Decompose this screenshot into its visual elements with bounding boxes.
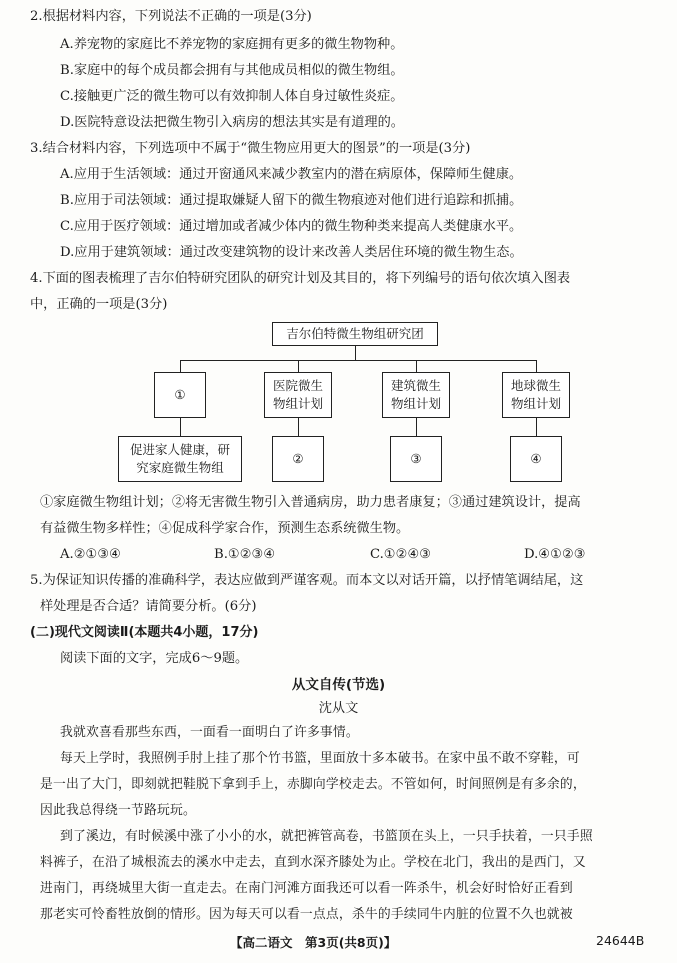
diagram-bottom-box-1 — [118, 436, 242, 482]
diagram-top-box-3 — [382, 372, 450, 418]
diagram-root-box: 吉尔伯特微生物组研究团 — [272, 322, 438, 346]
q4-stem-line2: 中，正确的一项是(3分) — [30, 297, 168, 312]
footer-code: 24644B — [596, 933, 645, 948]
diagram-box-text: 促进家人健康，研 — [129, 442, 230, 457]
diagram-connector — [298, 360, 299, 372]
q2-option-c: C.接触更广泛的微生物可以有效抑制人体自身过敏性炎症。 — [60, 89, 404, 104]
passage-line: 进南门，再绕城里大街一直走去。在南门河滩方面我还可以看一阵杀牛，机会好时恰好正看到 — [40, 881, 573, 896]
diagram-box-text: ③ — [410, 451, 422, 466]
diagram-box-text: 物组计划 — [272, 396, 323, 411]
diagram-connector — [536, 418, 537, 436]
diagram-top-box-4 — [502, 372, 570, 418]
diagram-box-text: ① — [174, 387, 186, 402]
q2-option-d: D.医院特意设法把微生物引入病房的想法其实是有道理的。 — [60, 115, 404, 130]
q4-items-line2: 有益微生物多样性；④促成科学家合作，预测生态系统微生物。 — [40, 521, 410, 536]
q3-option-b: B.应用于司法领域：通过提取嫌疑人留下的微生物痕迹对他们进行追踪和抓捕。 — [60, 193, 523, 208]
diagram-top-box-1 — [154, 372, 206, 418]
q3-option-a: A.应用于生活领域：通过开窗通风来减少教室内的潜在病原体，保障师生健康。 — [60, 167, 523, 182]
q3-option-d: D.应用于建筑领域：通过改变建筑物的设计来改善人类居住环境的微生物生态。 — [60, 245, 523, 260]
diagram-connector — [416, 418, 417, 436]
diagram-connector — [416, 360, 417, 372]
q4-option-d: D.④①②③ — [524, 547, 586, 562]
diagram-box-text: 医院微生 — [272, 378, 323, 393]
q4-option-c: C.①②④③ — [370, 547, 432, 562]
passage-line: 因此我总得绕一节路玩玩。 — [40, 803, 196, 818]
diagram-connector — [180, 360, 536, 361]
diagram-box-text: ④ — [530, 451, 542, 466]
passage-line: 是一出了大门，即刻就把鞋脱下拿到手上，赤脚向学校走去。不管如何，时间照例是有多余的， — [40, 777, 586, 792]
diagram-bottom-box-4 — [510, 436, 562, 482]
q3-stem: 3.结合材料内容，下列选项中不属于“微生物应用更大的图景”的一项是(3分) — [30, 141, 471, 156]
page-footer — [0, 933, 677, 953]
q2-option-b: B.家庭中的每个成员都会拥有与其他成员相似的微生物组。 — [60, 63, 404, 78]
diagram-bottom-box-3 — [390, 436, 442, 482]
passage-title: 从文自传(节选) — [291, 677, 386, 693]
diagram-bottom-box-2 — [272, 436, 324, 482]
diagram-top-box-2 — [264, 372, 332, 418]
q4-stem-line1: 4.下面的图表梳理了吉尔伯特研究团队的研究计划及其目的，将下列编号的语句依次填入图表 — [30, 271, 571, 286]
q4-option-b: B.①②③④ — [214, 547, 276, 562]
diagram-connector — [180, 418, 181, 436]
passage-line: 我就欢喜看那些东西，一面看一面明白了许多事情。 — [60, 725, 359, 740]
diagram-box-text: 建筑微生 — [390, 378, 441, 393]
diagram-box-text: 物组计划 — [510, 396, 561, 411]
q3-option-c: C.应用于医疗领域：通过增加或者减少体内的微生物种类来提高人类健康水平。 — [60, 219, 523, 234]
diagram-connector — [180, 360, 181, 372]
passage-line: 每天上学时，我照例手肘上挂了那个竹书篮，里面放十多本破书。在家中虽不敢不穿鞋，可 — [60, 751, 580, 766]
diagram-connector — [298, 418, 299, 436]
passage-line: 那老实可怜畜牲放倒的情形。因为每天可以看一点点，杀牛的手续同牛内脏的位置不久也就被 — [40, 907, 573, 922]
q2-option-a: A.养宠物的家庭比不养宠物的家庭拥有更多的微生物物种。 — [60, 37, 404, 52]
diagram-box-text: 究家庭微生物组 — [136, 460, 224, 475]
diagram-box-text: ② — [292, 451, 304, 466]
passage-author: 沈从文 — [318, 701, 359, 716]
section-heading: (二)现代文阅读Ⅱ(本题共4小题，17分) — [30, 625, 259, 640]
q5-line2: 样处理是否合适？请简要分析。(6分) — [40, 599, 257, 614]
q4-options — [0, 546, 677, 564]
diagram-connector — [355, 346, 356, 360]
q4-option-a: A.②①③④ — [60, 547, 122, 562]
q5-line1: 5.为保证知识传播的准确科学，表达应做到严谨客观。而本文以对话开篇，以抒情笔调结尾，这 — [30, 573, 584, 588]
passage-line: 到了溪边，有时候溪中涨了小小的水，就把裤管高卷，书篮顶在头上，一只手扶着，一只手照 — [60, 829, 593, 844]
section-instruction: 阅读下面的文字，完成6～9题。 — [60, 651, 249, 666]
diagram-connector — [536, 360, 537, 372]
footer-label: 【高二语文 第3页(共8页)】 — [230, 935, 397, 950]
q2-stem: 2.根据材料内容，下列说法不正确的一项是(3分) — [30, 9, 312, 24]
diagram-box-text: 物组计划 — [390, 396, 441, 411]
passage-line: 料裤子，在沿了城根流去的溪水中走去，直到水深齐膝处为止。学校在北门，我出的是西门，又 — [40, 855, 586, 870]
q4-items-line1: ①家庭微生物组计划；②将无害微生物引入普通病房，助力患者康复；③通过建筑设计，提高 — [40, 495, 581, 510]
diagram-box-text: 地球微生 — [510, 378, 561, 393]
